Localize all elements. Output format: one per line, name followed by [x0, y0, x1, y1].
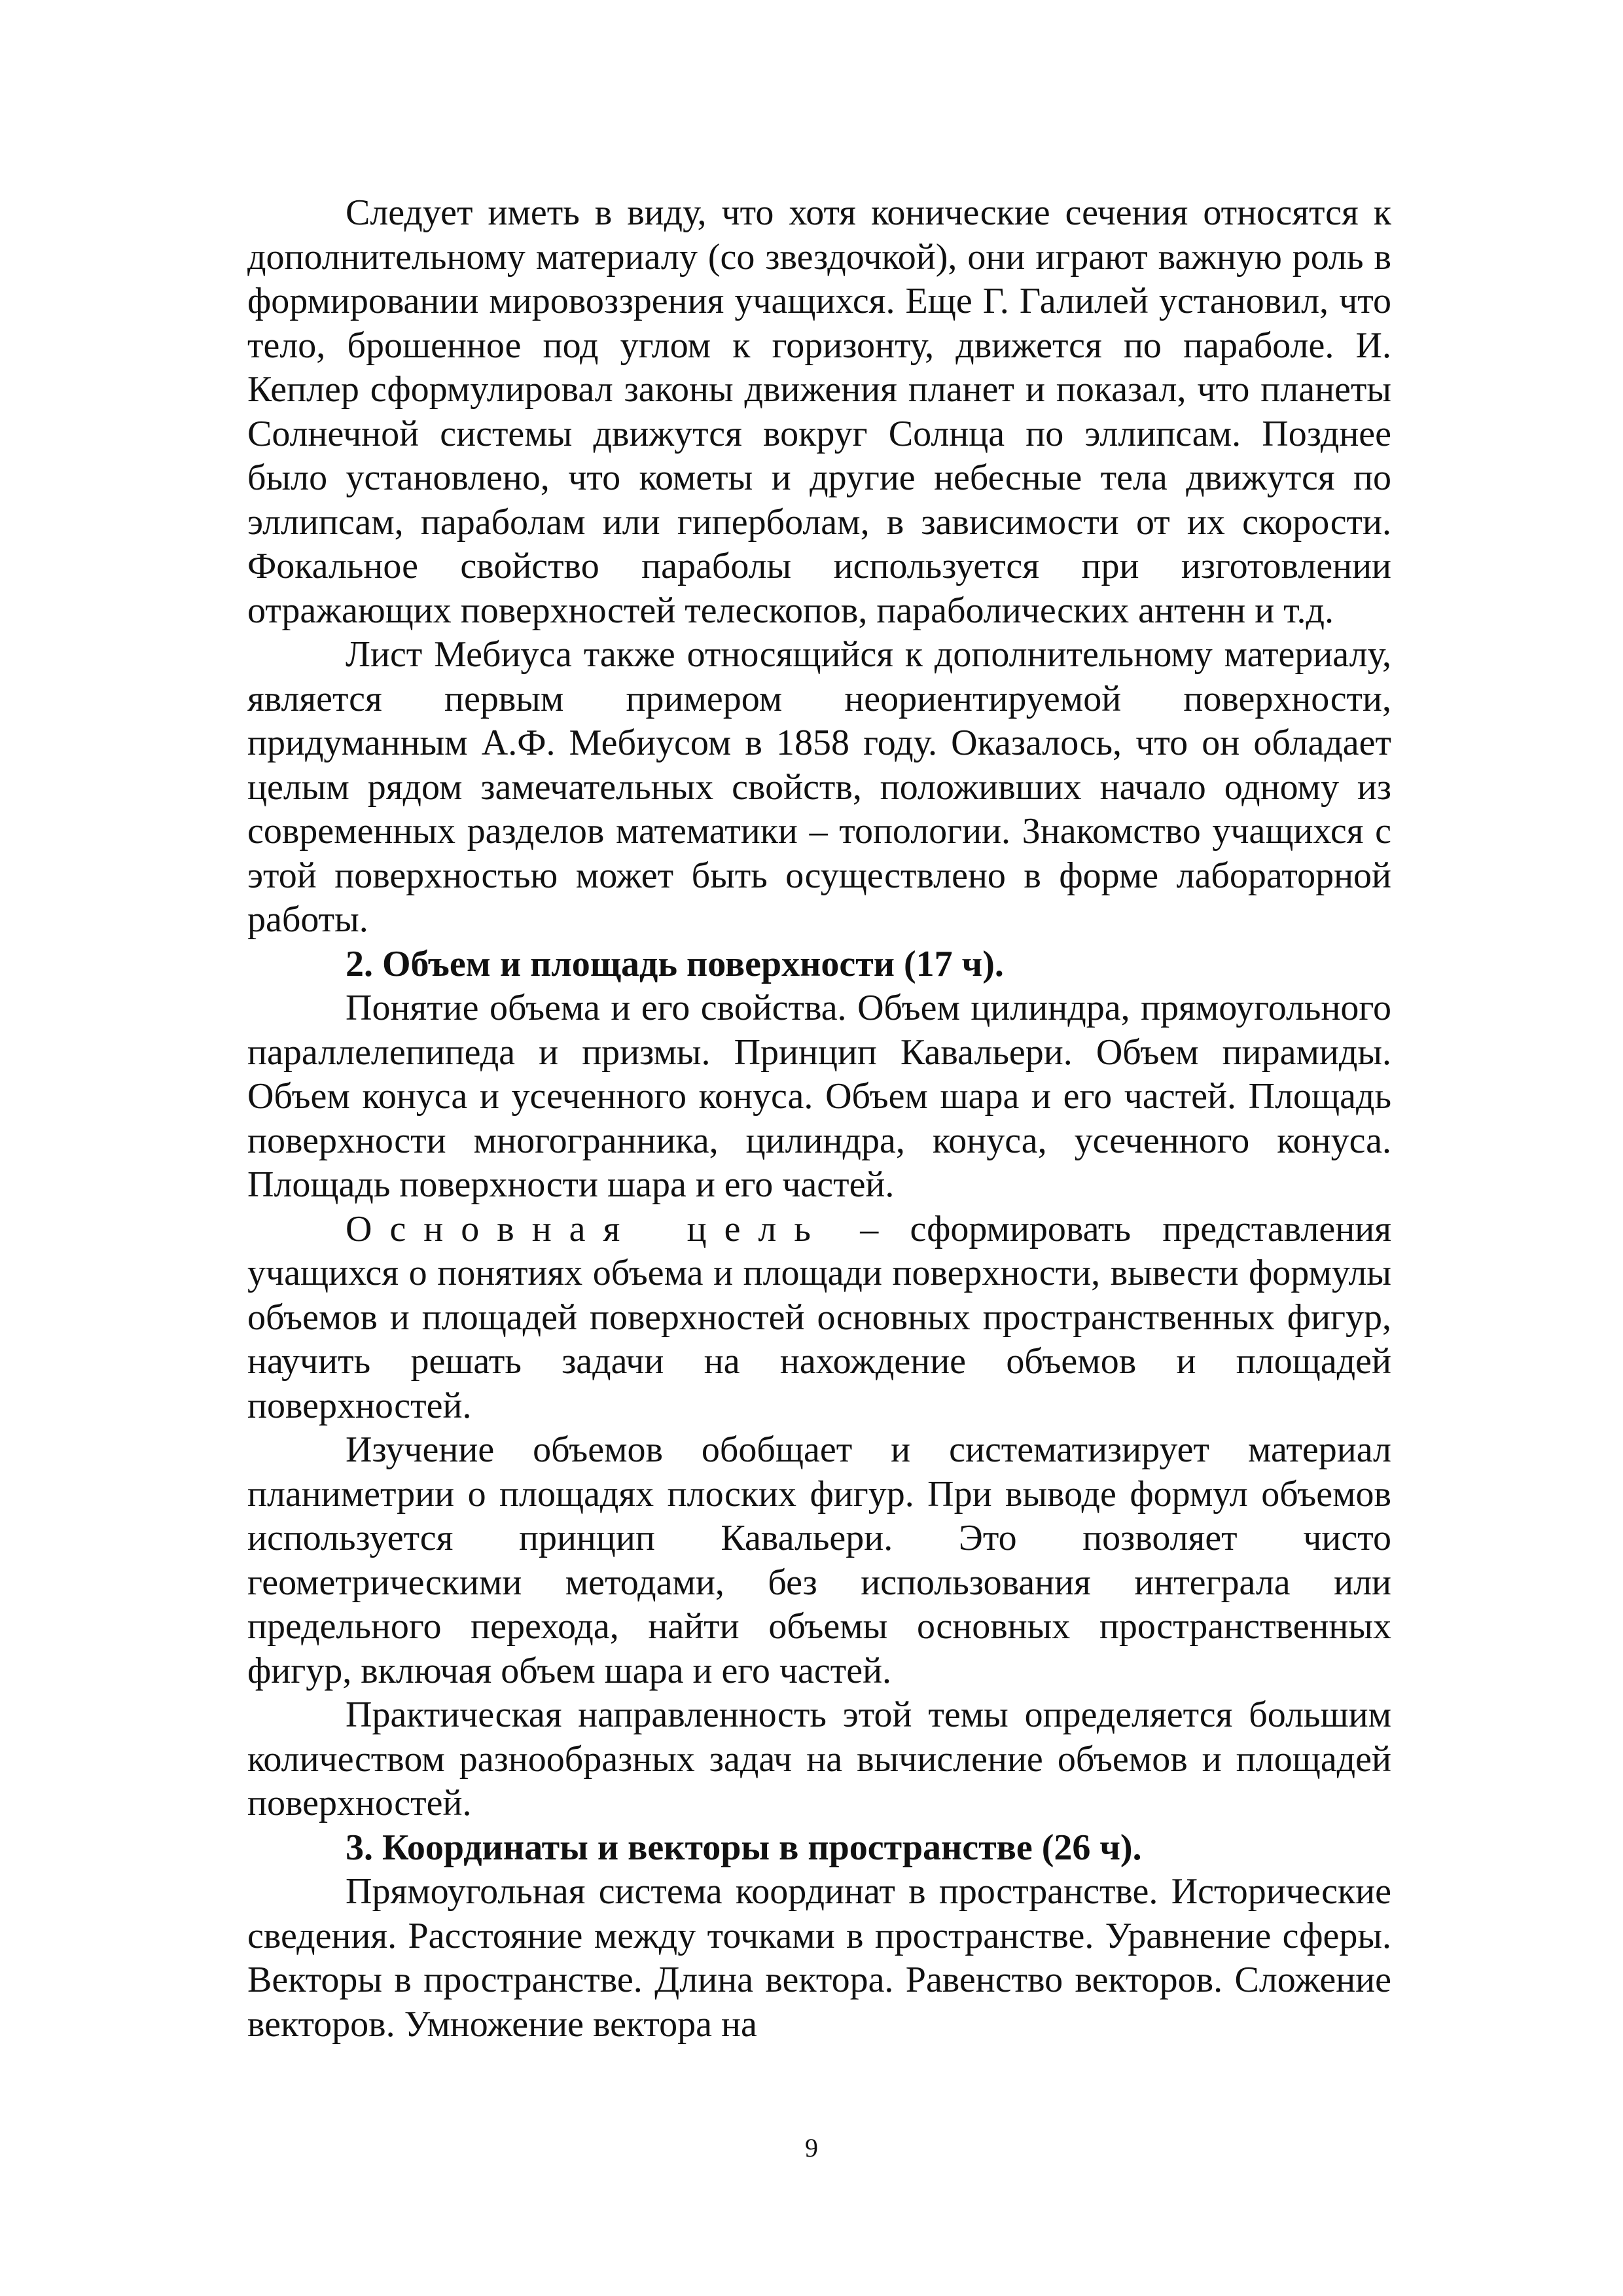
paragraph-mobius-strip: Лист Мебиуса также относящийся к дополнительному материалу, является первым примером неориентируемой поверхности, придуманным А.Ф. Мебиусом в 1858 году. Оказалось, что он обладает целым рядом замечательных свойств, положивших начало одному из современных разделов математики – топологии. Знакомство учащихся с этой поверхностью может быть осуществлено в форме лабораторной работы. — [247, 634, 1391, 940]
paragraph-volume-topics: Понятие объема и его свойства. Объем цилиндра, прямоугольного параллелепипеда и призмы. Принцип Кавальери. Объем пирамиды. Объем конуса и усеченного конуса. Объем шара и его частей. Площадь поверхности многогранника, цилиндра, конуса, усеченного конуса. Площадь поверхности шара и его частей. — [247, 988, 1391, 1205]
paragraph-study-of-volumes: Изучение объемов обобщает и систематизирует материал планиметрии о площадях плоских фигур. При выводе формул объемов используется принцип Кавальери. Это позволяет чисто геометрическими методами, без использования интеграла или предельного перехода, найти объемы основных пространственных фигур, включая объем шара и его частей. — [247, 1429, 1391, 1691]
page-text-column — [247, 191, 1391, 2047]
page-number: 9 — [805, 2133, 818, 2162]
main-goal-label: Основная цель — [346, 1208, 829, 1249]
paragraph-main-goal — [247, 1208, 1391, 1429]
paragraph-practical-orientation: Практическая направленность этой темы определяется большим количеством разнообразных задач на вычисление объемов и площадей поверхностей. — [247, 1695, 1391, 1823]
section-heading-coordinates-vectors: 3. Координаты и векторы в пространстве (26 ч). — [346, 1827, 1142, 1868]
paragraph-conic-sections: Следует иметь в виду, что хотя конические сечения относятся к дополнительному материалу (со звездочкой), они играют важную роль в формировании мировоззрения учащихся. Еще Г. Галилей установил, что тело, брошенное под углом к горизонту, движется по параболе. И. Кеплер сформулировал законы движения планет и показал, что планеты Солнечной системы движутся вокруг Солнца по эллипсам. Позднее было установлено, что кометы и другие небесные тела движутся по эллипсам, параболам или гиперболам, в зависимости от их скорости. Фокальное свойство параболы используется при изготовлении отражающих поверхностей телескопов, параболических антенн и т.д. — [247, 192, 1391, 631]
section-heading-volume-area: 2. Объем и площадь поверхности (17 ч). — [346, 943, 1004, 984]
paragraph-coordinate-topics: Прямоугольная система координат в пространстве. Исторические сведения. Расстояние между точками в пространстве. Уравнение сферы. Векторы в пространстве. Длина вектора. Равенство векторов. Сложение векторов. Умножение вектора на — [247, 1871, 1391, 2045]
main-goal-text: – сформировать представления учащихся о понятиях объема и площади поверхности, вывести формулы объемов и площадей поверхностей основных пространственных фигур, научить решать задачи на нахождение объемов и площадей поверхностей. — [247, 1208, 1391, 1426]
